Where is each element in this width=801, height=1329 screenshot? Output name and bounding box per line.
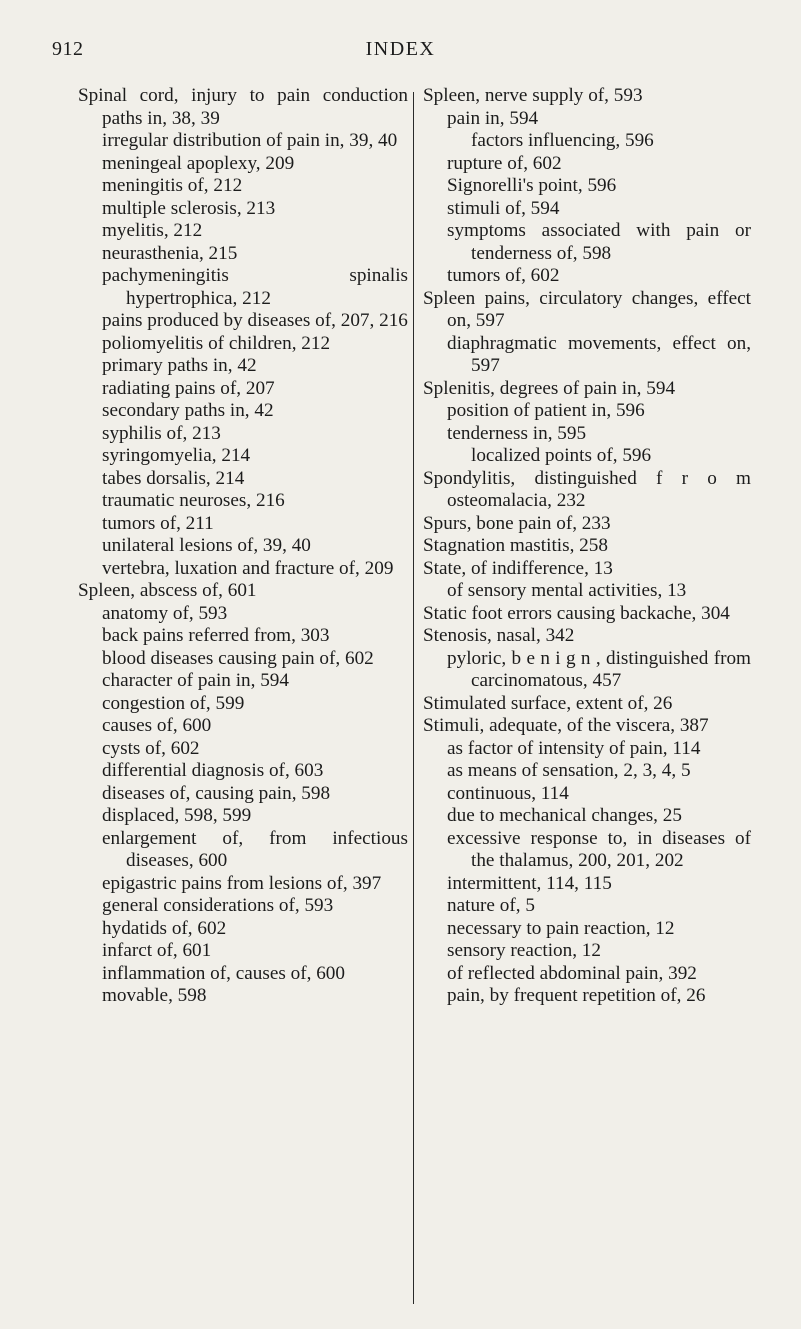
index-entry: intermittent, 114, 115 [447,872,612,894]
index-entry: character of pain in, 594 [102,670,289,691]
index-entry: as means of sensation, 2, 3, 4, 5 [447,760,691,781]
index-entry: pains produced by diseases of, 207, 216 [102,310,408,331]
index-entry: inflammation of, causes of, 600 [102,962,345,984]
index-entry: meningeal apoplexy, 209 [102,152,295,174]
index-entry: rupture of, 602 [447,152,562,174]
index-entry: Stagnation mastitis, 258 [423,535,608,556]
index-entry: Stenosis, nasal, 342 [423,625,575,646]
index-entry: position of patient in, 596 [447,400,645,421]
index-entry: primary paths in, 42 [102,355,257,376]
index-entry: diaphragmatic movements, effect on, 597 [447,332,751,376]
index-entry: irregular distribution of pain in, 39, 40 [102,130,398,151]
index-entry: of reflected abdominal pain, 392 [447,962,697,984]
index-entry: syphilis of, 213 [102,422,221,444]
index-entry: State, of indifference, 13 [423,557,613,579]
index-entry: diseases of, causing pain, 598 [102,782,331,804]
column-divider [413,92,414,1304]
index-entry: pain in, 594 [447,107,539,129]
index-column-right [423,85,751,1008]
index-entry: Splenitis, degrees of pain in, 594 [423,377,676,399]
index-entry: pyloric, b e n i g n , distinguished from carcinomatous, 457 [447,647,751,691]
index-entry: movable, 598 [102,985,207,1006]
index-entry: continuous, 114 [447,782,569,804]
index-entry: meningitis of, 212 [102,175,243,196]
index-entry: symptoms associated with pain or tenderness of, 598 [447,220,751,264]
index-entry: differential diagnosis of, 603 [102,760,324,781]
index-entry: enlargement of, from infectious diseases, 600 [102,827,408,871]
index-entry: traumatic neuroses, 216 [102,490,285,511]
index-entry: poliomyelitis of children, 212 [102,332,331,354]
index-entry: epigastric pains from lesions of, 397 [102,872,382,894]
index-entry: vertebra, luxation and fracture of, 209 [102,557,394,579]
index-entry: back pains referred from, 303 [102,625,330,646]
index-entry: due to mechanical changes, 25 [447,805,682,826]
index-entry: of sensory mental activities, 13 [447,580,687,601]
index-entry: sensory reaction, 12 [447,940,601,961]
index-entry: blood diseases causing pain of, 602 [102,647,374,669]
index-entry: hydatids of, 602 [102,917,227,939]
index-entry: nature of, 5 [447,895,535,916]
index-entry: infarct of, 601 [102,940,212,961]
index-entry: localized points of, 596 [471,445,652,466]
index-entry: Spondylitis, distinguished f r o m osteomalacia, 232 [423,467,751,511]
index-column-left [78,85,408,1008]
index-entry: Spurs, bone pain of, 233 [423,512,611,534]
index-entry: as factor of intensity of pain, 114 [447,737,701,759]
index-entry: pachymeningitis spinalis hypertrophica, 212 [102,265,408,309]
index-entry: excessive response to, in diseases of the thalamus, 200, 201, 202 [447,827,751,871]
index-entry: Signorelli's point, 596 [447,175,617,196]
index-entry: tenderness in, 595 [447,422,587,444]
index-entry: Spleen, abscess of, 601 [78,580,257,601]
index-entry: congestion of, 599 [102,692,245,714]
index-entry: tumors of, 211 [102,512,214,534]
index-entry: stimuli of, 594 [447,197,560,219]
index-entry: causes of, 600 [102,715,212,736]
index-entry: factors influencing, 596 [471,130,654,151]
index-entry: tumors of, 602 [447,265,560,286]
index-entry: necessary to pain reaction, 12 [447,917,675,939]
page-number: 912 [52,38,84,60]
index-entry: Spinal cord, injury to pain conduction paths in, 38, 39 [78,85,408,129]
index-entry: myelitis, 212 [102,220,203,241]
index-entry: Stimulated surface, extent of, 26 [423,692,673,714]
index-entry: Spleen pains, circulatory changes, effect on, 597 [423,287,751,331]
index-entry: displaced, 598, 599 [102,805,252,826]
running-head: INDEX [365,38,436,60]
index-entry: syringomyelia, 214 [102,445,251,466]
index-entry: multiple sclerosis, 213 [102,197,276,219]
index-entry: Static foot errors causing backache, 304 [423,602,730,624]
index-entry: radiating pains of, 207 [102,377,275,399]
index-entry: tabes dorsalis, 214 [102,467,245,489]
index-entry: Stimuli, adequate, of the viscera, 387 [423,715,709,736]
index-entry: Spleen, nerve supply of, 593 [423,85,643,106]
index-entry: general considerations of, 593 [102,895,334,916]
index-entry: cysts of, 602 [102,737,200,759]
index-entry: secondary paths in, 42 [102,400,274,421]
index-entry: unilateral lesions of, 39, 40 [102,535,311,556]
index-entry: anatomy of, 593 [102,602,228,624]
index-entry: pain, by frequent repetition of, 26 [447,985,706,1006]
index-entry: neurasthenia, 215 [102,242,238,264]
